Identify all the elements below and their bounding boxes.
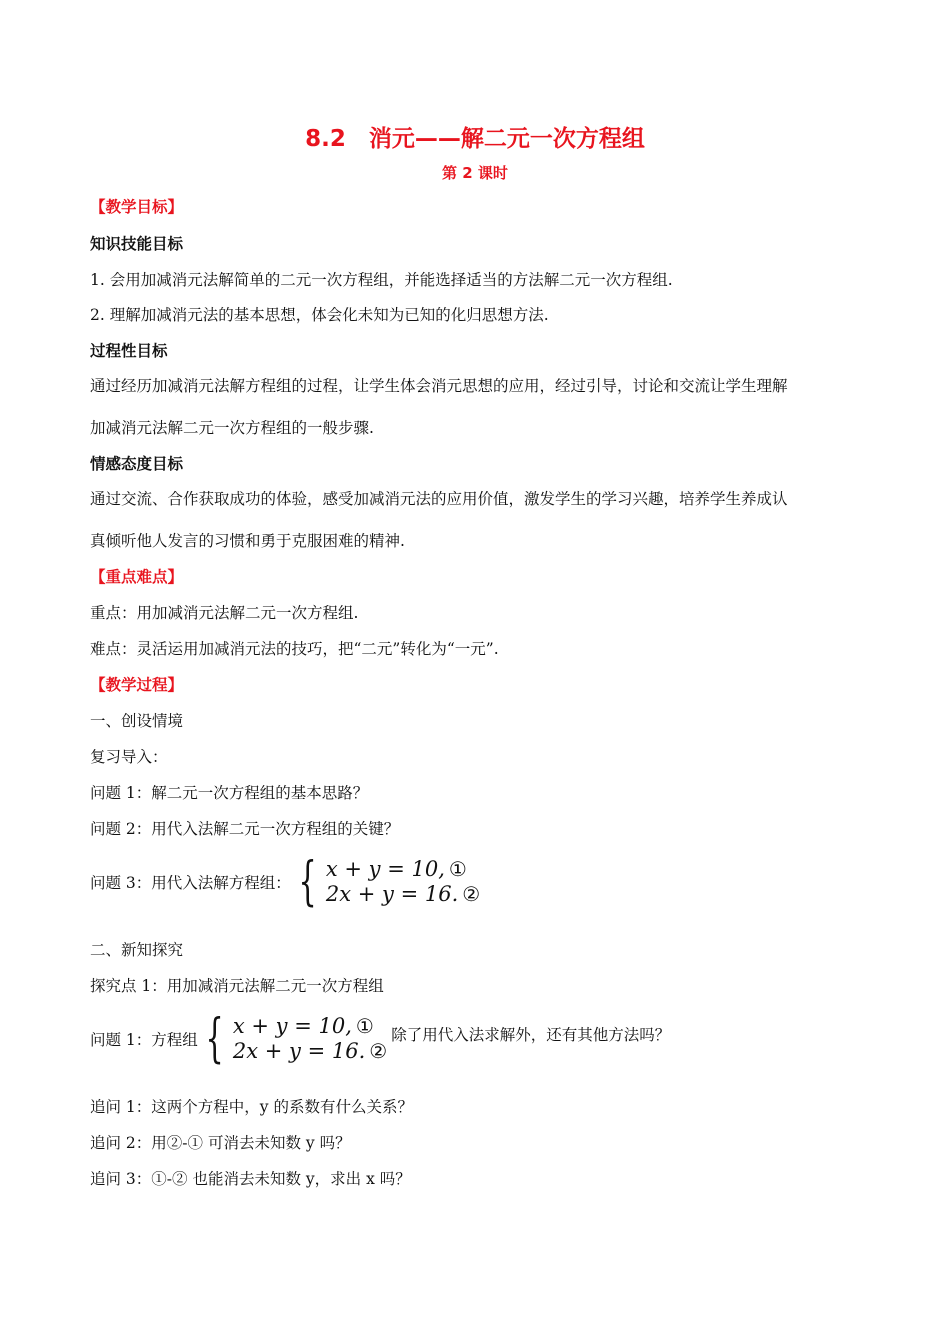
equation-system-2 xyxy=(198,1009,388,1069)
new-question-suffix: 除了用代入法求解外，还有其他方法吗？ xyxy=(391,1026,671,1044)
question-1: 问题 1：解二元一次方程组的基本思路？ xyxy=(90,784,369,802)
equation-2: 2x + y = 16. xyxy=(232,1039,366,1063)
left-brace-icon: { xyxy=(205,1009,224,1069)
knowledge-item-1: 1. 会用加减消元法解简单的二元一次方程组，并能选择适当的方法解二元一次方程组. xyxy=(90,271,673,289)
new-question-prefix: 问题 1：方程组 xyxy=(90,1031,198,1049)
follow-up-1: 追问 1：这两个方程中，y 的系数有什么关系？ xyxy=(90,1098,413,1116)
review-label: 复习导入： xyxy=(90,748,168,766)
equation-1-mark: ① xyxy=(448,857,467,881)
part-2-heading: 二、新知探究 xyxy=(90,941,184,959)
question-3 xyxy=(90,852,481,912)
keypoint-difficulty: 难点：灵活运用加减消元法的技巧，把“二元”转化为“一元”. xyxy=(90,640,499,658)
heading-process: 过程性目标 xyxy=(90,342,168,360)
follow-up-2: 追问 2：用②-① 可消去未知数 y 吗？ xyxy=(90,1134,351,1152)
heading-knowledge: 知识技能目标 xyxy=(90,235,184,253)
page-title: 8.2 消元——解二元一次方程组 xyxy=(305,126,645,152)
equation-2-mark: ② xyxy=(369,1039,388,1063)
knowledge-item-2: 2. 理解加减消元法的基本思想，体会化未知为已知的化归思想方法. xyxy=(90,306,549,324)
equation-1-mark: ① xyxy=(355,1014,374,1038)
section-process: 【教学过程】 xyxy=(90,676,184,694)
heading-emotion: 情感态度目标 xyxy=(90,455,184,473)
keypoint-key: 重点：用加减消元法解二元一次方程组. xyxy=(90,604,359,622)
page-subtitle: 第 2 课时 xyxy=(442,164,508,182)
equation-1: x + y = 10, xyxy=(325,857,445,881)
equation-2-mark: ② xyxy=(462,882,481,906)
left-brace-icon: { xyxy=(298,852,317,912)
equation-1: x + y = 10, xyxy=(232,1014,352,1038)
explore-point-1: 探究点 1：用加减消元法解二元一次方程组 xyxy=(90,977,384,995)
new-question-1 xyxy=(90,1009,671,1069)
emotion-paragraph-line1: 通过交流、合作获取成功的体验，感受加减消元法的应用价值，激发学生的学习兴趣，培养学生养成认 xyxy=(90,490,788,508)
equation-system xyxy=(291,852,481,912)
part-1-heading: 一、创设情境 xyxy=(90,712,184,730)
emotion-paragraph-line2: 真倾听他人发言的习惯和勇于克服困难的精神. xyxy=(90,532,405,550)
process-paragraph-line2: 加减消元法解二元一次方程组的一般步骤. xyxy=(90,419,374,437)
question-2: 问题 2：用代入法解二元一次方程组的关键？ xyxy=(90,820,400,838)
section-keypoints: 【重点难点】 xyxy=(90,568,184,586)
question-3-prefix: 问题 3：用代入法解方程组： xyxy=(90,874,291,892)
process-paragraph-line1: 通过经历加减消元法解方程组的过程，让学生体会消元思想的应用，经过引导，讨论和交流让学生理解 xyxy=(90,377,788,395)
follow-up-3: 追问 3：①-② 也能消去未知数 y，求出 x 吗？ xyxy=(90,1170,411,1188)
equation-2: 2x + y = 16. xyxy=(325,882,459,906)
section-objectives: 【教学目标】 xyxy=(90,198,184,216)
